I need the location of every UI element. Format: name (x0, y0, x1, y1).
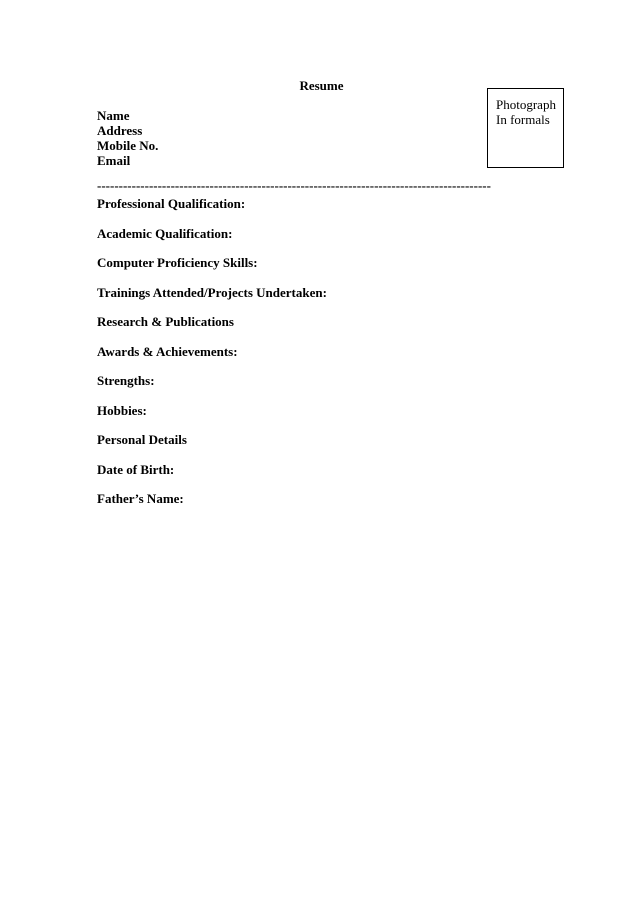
contact-field-name: Name (97, 108, 130, 123)
contact-field-email: Email (97, 153, 131, 168)
contact-field-mobile: Mobile No. (97, 138, 159, 153)
page-title: Resume (299, 78, 344, 93)
section-hobbies: Hobbies: (97, 402, 147, 418)
dashed-divider: ------------------------------------------------------------------------------------------- (97, 181, 491, 191)
section-date-of-birth: Date of Birth: (97, 461, 175, 477)
section-computer-proficiency: Computer Proficiency Skills: (97, 255, 258, 270)
contact-field-address: Address (97, 123, 143, 138)
photograph-label-line1: Photograph (496, 97, 556, 112)
photograph-placeholder (487, 88, 564, 168)
section-list (97, 196, 327, 521)
section-fathers-name: Father’s Name: (97, 491, 184, 506)
section-personal-details: Personal Details (97, 432, 187, 447)
photograph-label-line2: In formals (496, 112, 550, 127)
section-strengths: Strengths: (97, 373, 155, 388)
section-research-publications: Research & Publications (97, 314, 234, 329)
contact-fields (97, 108, 158, 168)
section-professional-qualification: Professional Qualification: (97, 196, 246, 211)
section-awards-achievements: Awards & Achievements: (97, 343, 238, 359)
section-trainings-projects: Trainings Attended/Projects Undertaken: (97, 284, 327, 300)
section-academic-qualification: Academic Qualification: (97, 225, 233, 241)
